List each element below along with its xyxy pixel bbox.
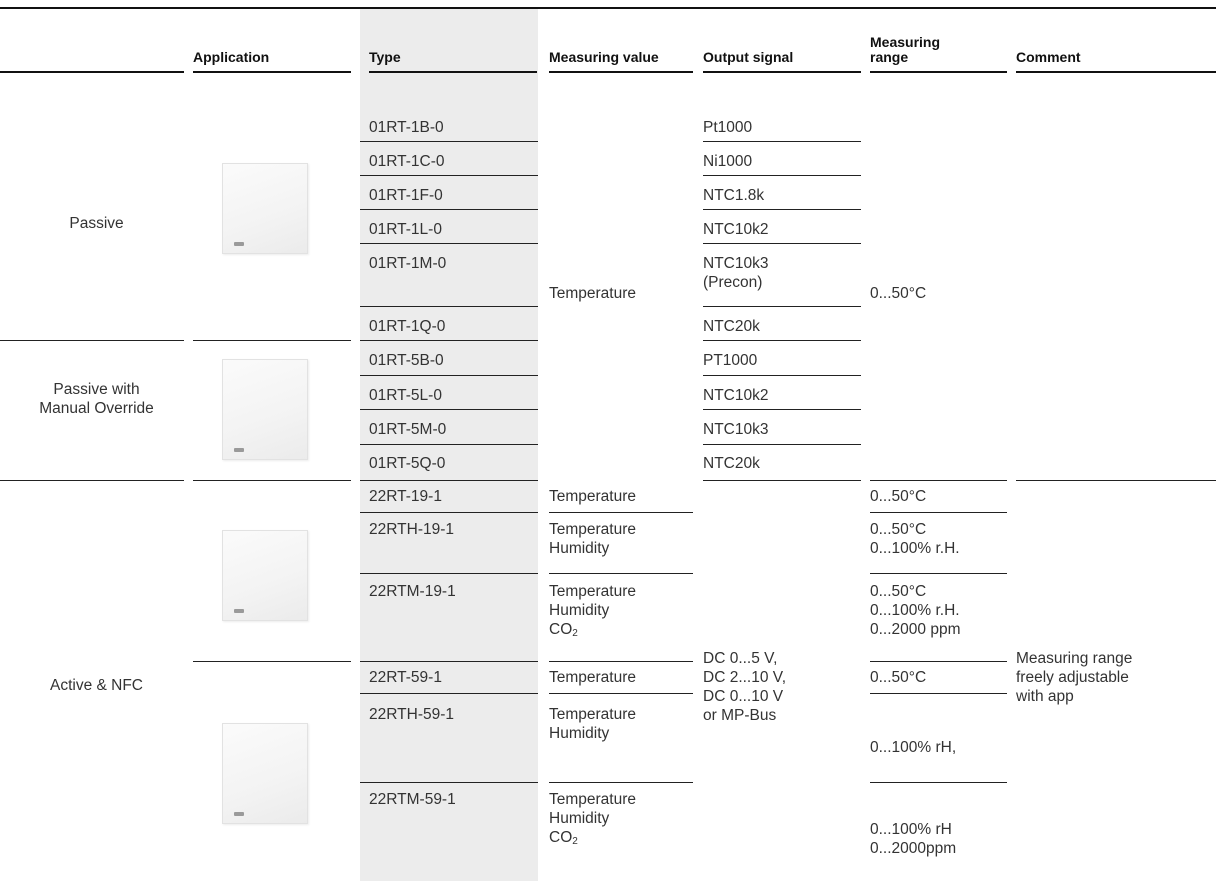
type-cell: 22RTH-59-1: [369, 706, 455, 723]
row-divider: [0, 340, 184, 341]
row-divider: [360, 782, 538, 783]
measuring-range-cell: 0...50°C: [870, 488, 927, 505]
measuring-value-cell: Temperature Humidity: [549, 791, 637, 827]
row-divider: [360, 409, 538, 410]
row-divider: [360, 375, 538, 376]
header-rule: [870, 71, 1007, 73]
header-rule: [549, 71, 693, 73]
measuring-range-cell: 0...100% rH,: [870, 739, 957, 756]
application-passive: Passive: [69, 215, 124, 232]
measuring-value-cell: Temperature: [549, 285, 637, 302]
active-output-signal: DC 0...5 V, DC 2...10 V, DC 0...10 V or MP-Bus: [703, 650, 787, 724]
measuring-range-cell: 0...50°C: [870, 285, 927, 302]
application-passive-manual-override: Passive with Manual Override: [39, 381, 154, 417]
type-cell: 22RT-59-1: [369, 669, 442, 686]
type-cell: 01RT-5B-0: [369, 352, 444, 369]
type-cell: 01RT-1L-0: [369, 221, 442, 238]
type-cell: 22RT-19-1: [369, 488, 442, 505]
row-divider: [870, 693, 1007, 694]
type-cell: 01RT-1B-0: [369, 119, 444, 136]
output-signal-cell: Pt1000: [703, 119, 753, 136]
type-cell: 22RTH-19-1: [369, 521, 455, 538]
type-cell: 01RT-5L-0: [369, 387, 442, 404]
row-divider: [549, 573, 693, 574]
output-signal-cell: NTC10k3 (Precon): [703, 255, 769, 291]
row-divider: [549, 512, 693, 513]
measuring-range-cell: 0...50°C: [870, 669, 927, 686]
row-divider: [549, 782, 693, 783]
row-divider: [870, 661, 1007, 662]
header-measuring-value: Measuring value: [549, 49, 659, 65]
row-divider: [360, 480, 538, 481]
type-cell: 22RTM-59-1: [369, 791, 456, 808]
type-cell: 01RT-5M-0: [369, 421, 447, 438]
row-divider: [360, 573, 538, 574]
measuring-value-cell: Temperature: [549, 488, 637, 505]
co2-subscript: 2: [572, 836, 578, 847]
header-measuring-range: Measuring range: [870, 34, 941, 65]
row-divider: [549, 661, 693, 662]
row-divider: [870, 512, 1007, 513]
row-divider: [870, 480, 1007, 481]
header-rule: [1016, 71, 1216, 73]
active-comment: Measuring range freely adjustable with app: [1016, 650, 1133, 705]
header-output-signal: Output signal: [703, 49, 794, 65]
measuring-value-cell: Temperature Humidity: [549, 521, 637, 557]
row-divider: [703, 375, 861, 376]
co2-subscript: 2: [572, 628, 578, 639]
measuring-value-cell: Temperature: [549, 669, 637, 686]
output-signal-cell: NTC20k: [703, 318, 760, 335]
table-top-rule: [0, 7, 1216, 9]
row-divider: [703, 340, 861, 341]
co2-text: CO: [549, 829, 573, 846]
output-signal-cell: NTC10k3: [703, 421, 769, 438]
output-signal-cell: NTC20k: [703, 455, 760, 472]
room-sensor-image: [222, 359, 308, 460]
row-divider: [360, 209, 538, 210]
type-cell: 01RT-5Q-0: [369, 455, 446, 472]
room-sensor-image: [222, 530, 308, 621]
header-comment: Comment: [1016, 49, 1081, 65]
application-active-nfc: Active & NFC: [49, 677, 143, 694]
output-signal-cell: NTC10k2: [703, 221, 769, 238]
type-cell: 01RT-1C-0: [369, 153, 445, 170]
header-rule: [703, 71, 861, 73]
header-rule: [0, 71, 184, 73]
type-cell: 01RT-1M-0: [369, 255, 447, 272]
output-signal-cell: NTC1.8k: [703, 187, 765, 204]
row-divider: [549, 693, 693, 694]
measuring-range-cell: 0...100% rH 0...2000ppm: [870, 821, 957, 857]
output-signal-cell: Ni1000: [703, 153, 753, 170]
type-cell: 01RT-1F-0: [369, 187, 443, 204]
row-divider: [703, 306, 861, 307]
output-signal-cell: PT1000: [703, 352, 758, 369]
measuring-range-cell: 0...50°C 0...100% r.H. 0...2000 ppm: [870, 583, 961, 638]
measuring-value-cell: Temperature Humidity: [549, 583, 637, 619]
row-divider: [703, 209, 861, 210]
output-signal-cell: NTC10k2: [703, 387, 769, 404]
row-divider: [360, 661, 538, 662]
measuring-value-cell: Temperature Humidity: [549, 706, 637, 742]
row-divider: [360, 306, 538, 307]
row-divider: [1016, 480, 1216, 481]
room-sensor-image: [222, 723, 308, 824]
row-divider: [360, 693, 538, 694]
row-divider: [193, 480, 351, 481]
co2-label: [549, 828, 578, 851]
row-divider: [870, 573, 1007, 574]
row-divider: [360, 512, 538, 513]
row-divider: [360, 141, 538, 142]
co2-label: [549, 620, 578, 643]
row-divider: [703, 480, 861, 481]
type-cell: 22RTM-19-1: [369, 583, 456, 600]
type-cell: 01RT-1Q-0: [369, 318, 446, 335]
row-divider: [360, 444, 538, 445]
co2-text: CO: [549, 621, 573, 638]
header-type: Type: [369, 49, 401, 65]
row-divider: [703, 175, 861, 176]
row-divider: [360, 175, 538, 176]
row-divider: [703, 444, 861, 445]
row-divider: [193, 340, 351, 341]
header-rule: [369, 71, 537, 73]
row-divider: [360, 340, 538, 341]
row-divider: [703, 141, 861, 142]
room-sensor-image: [222, 163, 308, 254]
row-divider: [360, 243, 538, 244]
header-application: Application: [193, 49, 270, 65]
measuring-range-cell: 0...50°C 0...100% r.H.: [870, 521, 960, 557]
row-divider: [703, 243, 861, 244]
row-divider: [703, 409, 861, 410]
row-divider: [870, 782, 1007, 783]
row-divider: [193, 661, 351, 662]
header-rule: [193, 71, 351, 73]
row-divider: [0, 480, 184, 481]
